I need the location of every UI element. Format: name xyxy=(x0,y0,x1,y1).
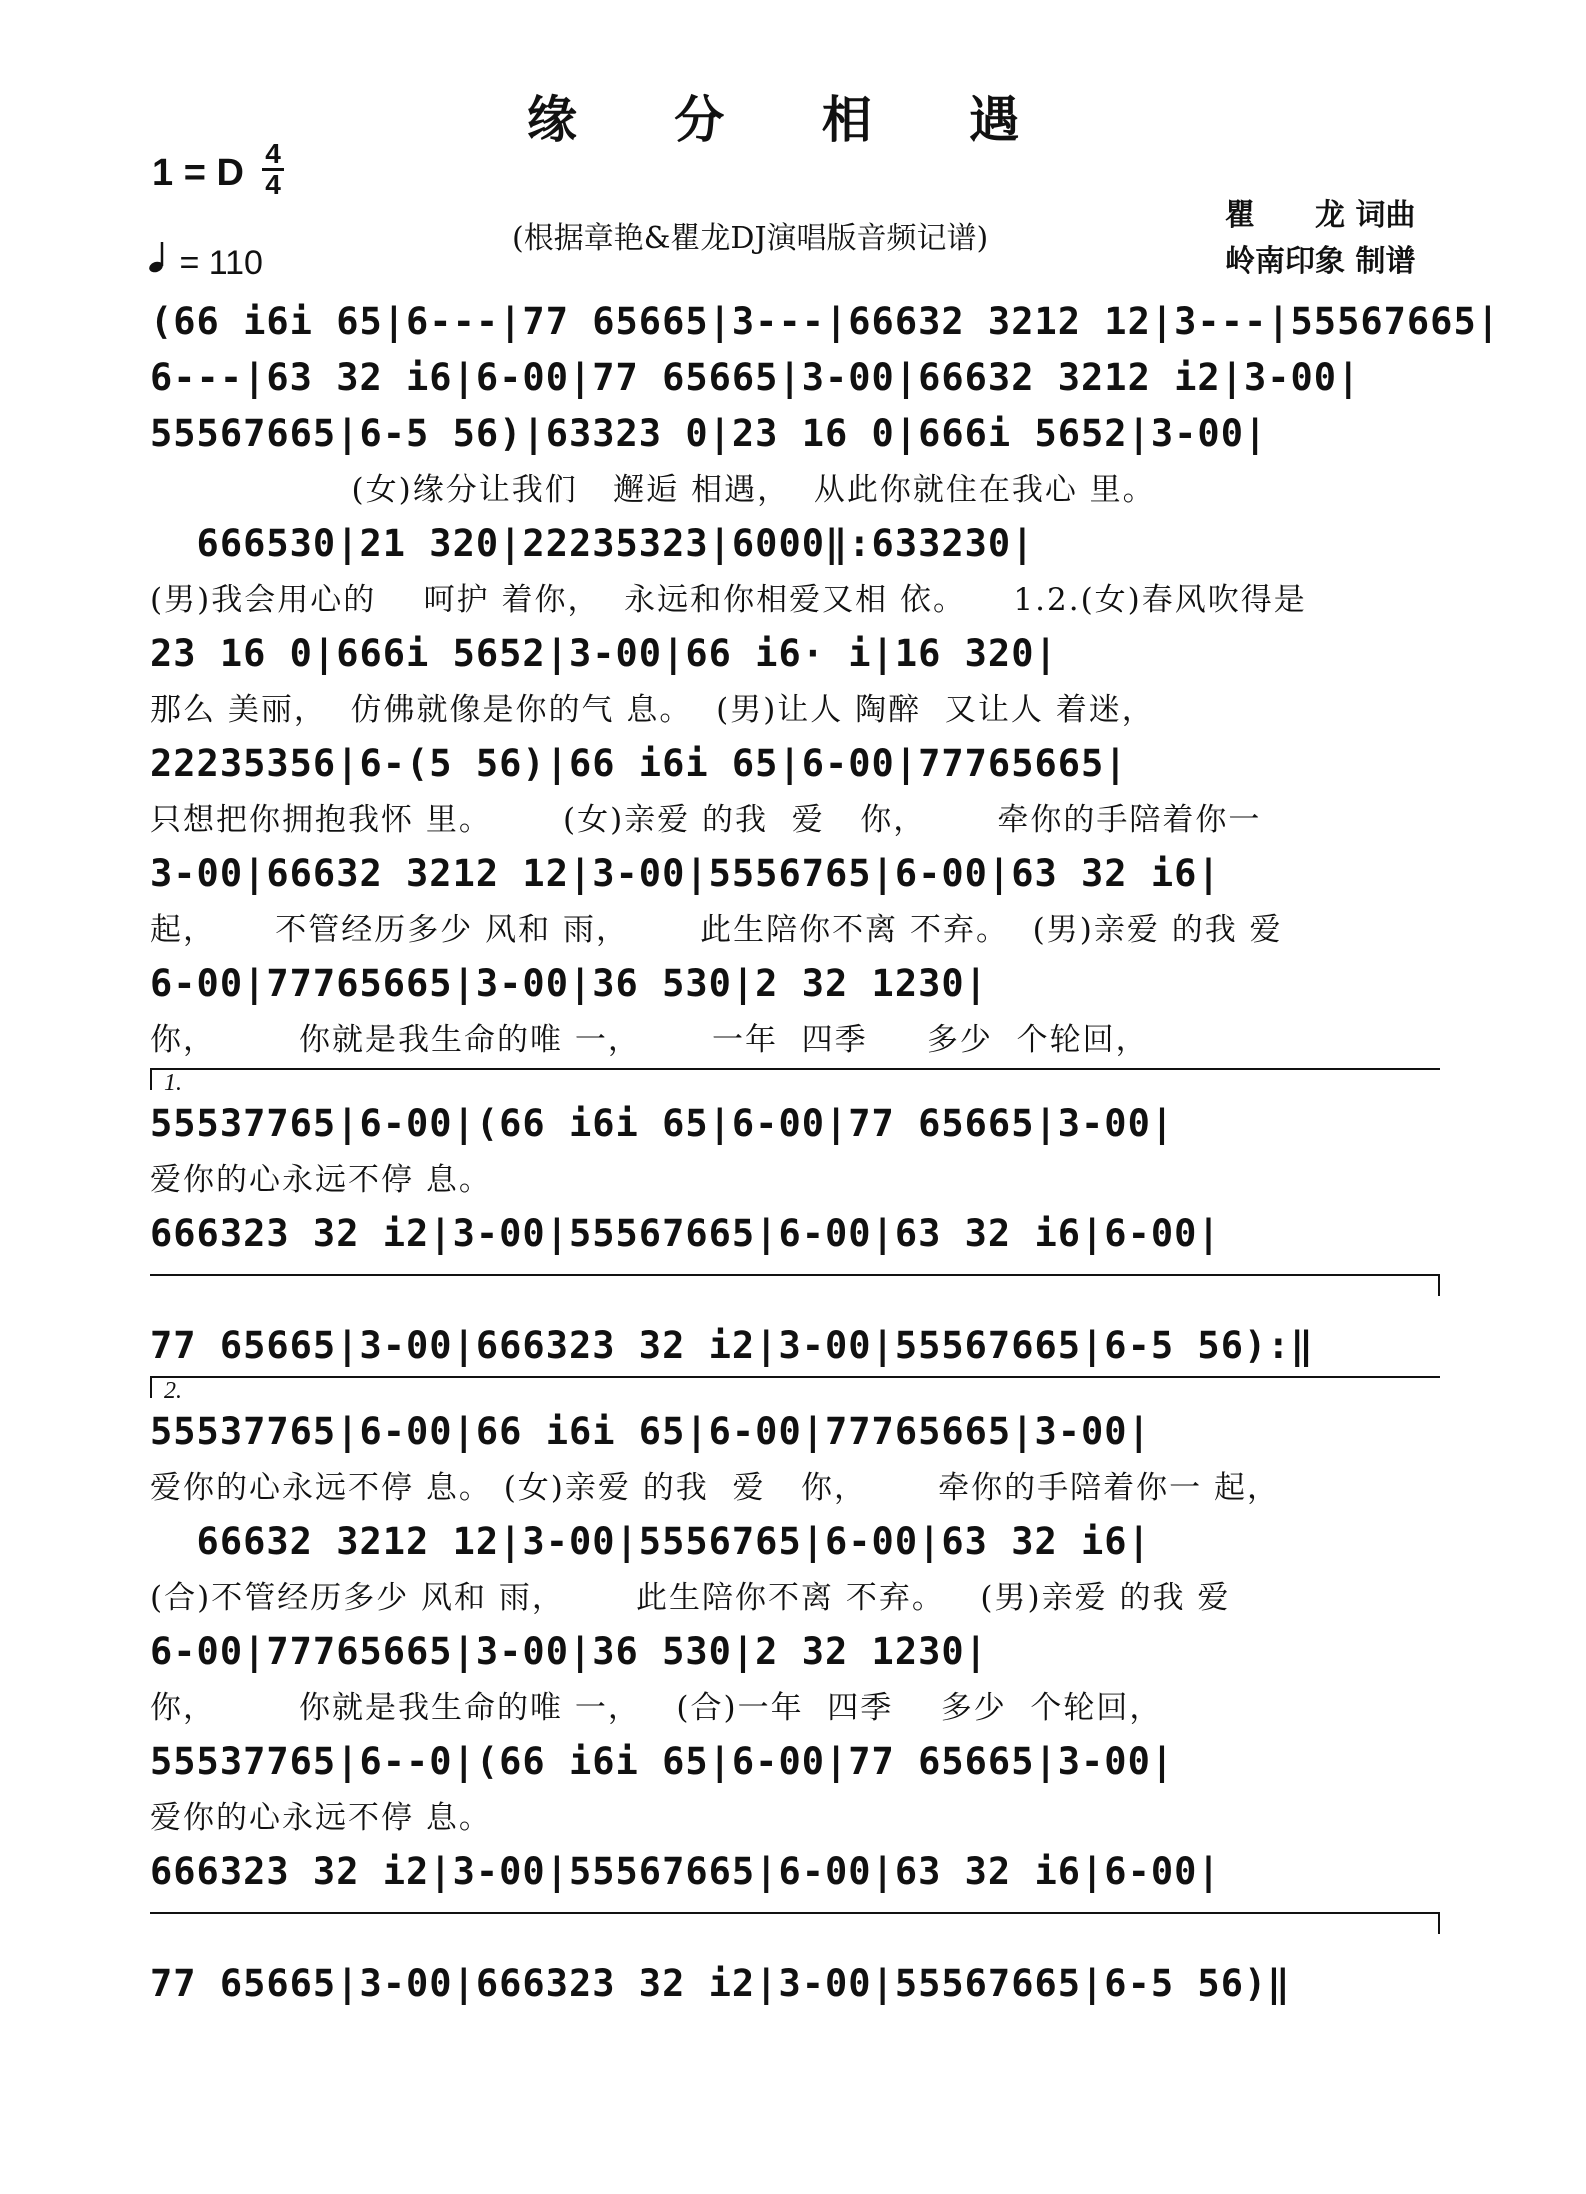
quarter-note-icon xyxy=(148,240,170,283)
staff-rule xyxy=(150,1912,1440,1914)
volta-label: 2. xyxy=(164,1378,182,1404)
staff-rule-hook xyxy=(1438,1274,1440,1296)
time-signature-bottom: 4 xyxy=(265,169,281,200)
music-line: 6---|63 32 i6|6-00|77 65665|3-00|66632 3212 i2|3-00| xyxy=(150,356,1361,399)
lyricist-credit: 瞿 龙 词曲 xyxy=(1225,198,1416,233)
lyric-line: 起， 不管经历多少 风和 雨， 此生陪你不离 不弃。 (男)亲爱 的我 爱 xyxy=(150,912,1283,948)
staff-rule xyxy=(150,1274,1440,1276)
lyric-line: (男)我会用心的 呵护 着你， 永远和你相爱又相 依。 1.2.(女)春风吹得是 xyxy=(150,582,1307,618)
music-line: (66 i6i 65|6---|77 65665|3---|66632 3212 12|3---|55567665| xyxy=(150,300,1501,343)
music-line: 6-00|77765665|3-00|36 530|2 32 1230| xyxy=(150,962,988,1005)
music-line: 66632 3212 12|3-00|5556765|6-00|63 32 i6| xyxy=(150,1520,1151,1563)
music-line: 77 65665|3-00|666323 32 i2|3-00|55567665|6-5 56):‖ xyxy=(150,1324,1314,1367)
lyric-line: (女)缘分让我们 邂逅 相遇， 从此你就住在我心 里。 xyxy=(150,472,1156,508)
volta-label: 1. xyxy=(164,1070,182,1096)
lyric-line: 那么 美丽， 仿佛就像是你的气 息。 (男)让人 陶醉 又让人 着迷， xyxy=(150,692,1155,728)
volta-bracket xyxy=(150,1376,1440,1379)
transcriber-credit: 岭南印象 制谱 xyxy=(1225,244,1416,279)
music-line: 22235356|6-(5 56)|66 i6i 65|6-00|77765665| xyxy=(150,742,1128,785)
volta-bracket xyxy=(150,1068,1440,1071)
music-line: 23 16 0|666i 5652|3-00|66 i6· i|16 320| xyxy=(150,632,1058,675)
key-signature: 1 = D xyxy=(152,152,244,194)
lyric-line: 你， 你就是我生命的唯 一， 一年 四季 多少 个轮回， xyxy=(150,1022,1149,1058)
lyric-line: (合)不管经历多少 风和 雨， 此生陪你不离 不弃。 (男)亲爱 的我 爱 xyxy=(150,1580,1231,1616)
time-signature xyxy=(262,140,284,199)
music-line: 55567665|6-5 56)|63323 0|23 16 0|666i 5652|3-00| xyxy=(150,412,1268,455)
music-line: 55537765|6-00|(66 i6i 65|6-00|77 65665|3-00| xyxy=(150,1102,1175,1145)
lyric-line: 爱你的心永远不停 息。 xyxy=(150,1800,492,1836)
music-line: 666323 32 i2|3-00|55567665|6-00|63 32 i6|6-00| xyxy=(150,1850,1221,1893)
music-line: 3-00|66632 3212 12|3-00|5556765|6-00|63 32 i6| xyxy=(150,852,1221,895)
music-line: 55537765|6-00|66 i6i 65|6-00|77765665|3-00| xyxy=(150,1410,1151,1453)
staff-rule-hook xyxy=(1438,1912,1440,1934)
music-line: 55537765|6--0|(66 i6i 65|6-00|77 65665|3-00| xyxy=(150,1740,1175,1783)
music-line: 666530|21 320|22235323|6000‖:633230| xyxy=(150,522,1035,565)
tempo-value: = 110 xyxy=(179,244,263,282)
tempo-marking xyxy=(148,240,263,283)
lyric-line: 只想把你拥抱我怀 里。 (女)亲爱 的我 爱 你， 牵你的手陪着你一 xyxy=(150,802,1262,838)
volta-hook xyxy=(150,1068,152,1090)
music-line: 77 65665|3-00|666323 32 i2|3-00|55567665|6-5 56)‖ xyxy=(150,1962,1291,2005)
music-line: 666323 32 i2|3-00|55567665|6-00|63 32 i6|6-00| xyxy=(150,1212,1221,1255)
lyric-line: 爱你的心永远不停 息。 (女)亲爱 的我 爱 你， 牵你的手陪着你一 起， xyxy=(150,1470,1280,1506)
time-signature-top: 4 xyxy=(265,138,281,169)
lyric-line: 爱你的心永远不停 息。 xyxy=(150,1162,492,1198)
volta-hook xyxy=(150,1376,152,1398)
source-note: (根据章艳&瞿龙DJ演唱版音频记谱) xyxy=(512,221,989,256)
music-line: 6-00|77765665|3-00|36 530|2 32 1230| xyxy=(150,1630,988,1673)
song-title: 缘 分 相 遇 xyxy=(526,90,1060,149)
lyric-line: 你， 你就是我生命的唯 一， (合)一年 四季 多少 个轮回， xyxy=(150,1690,1163,1726)
